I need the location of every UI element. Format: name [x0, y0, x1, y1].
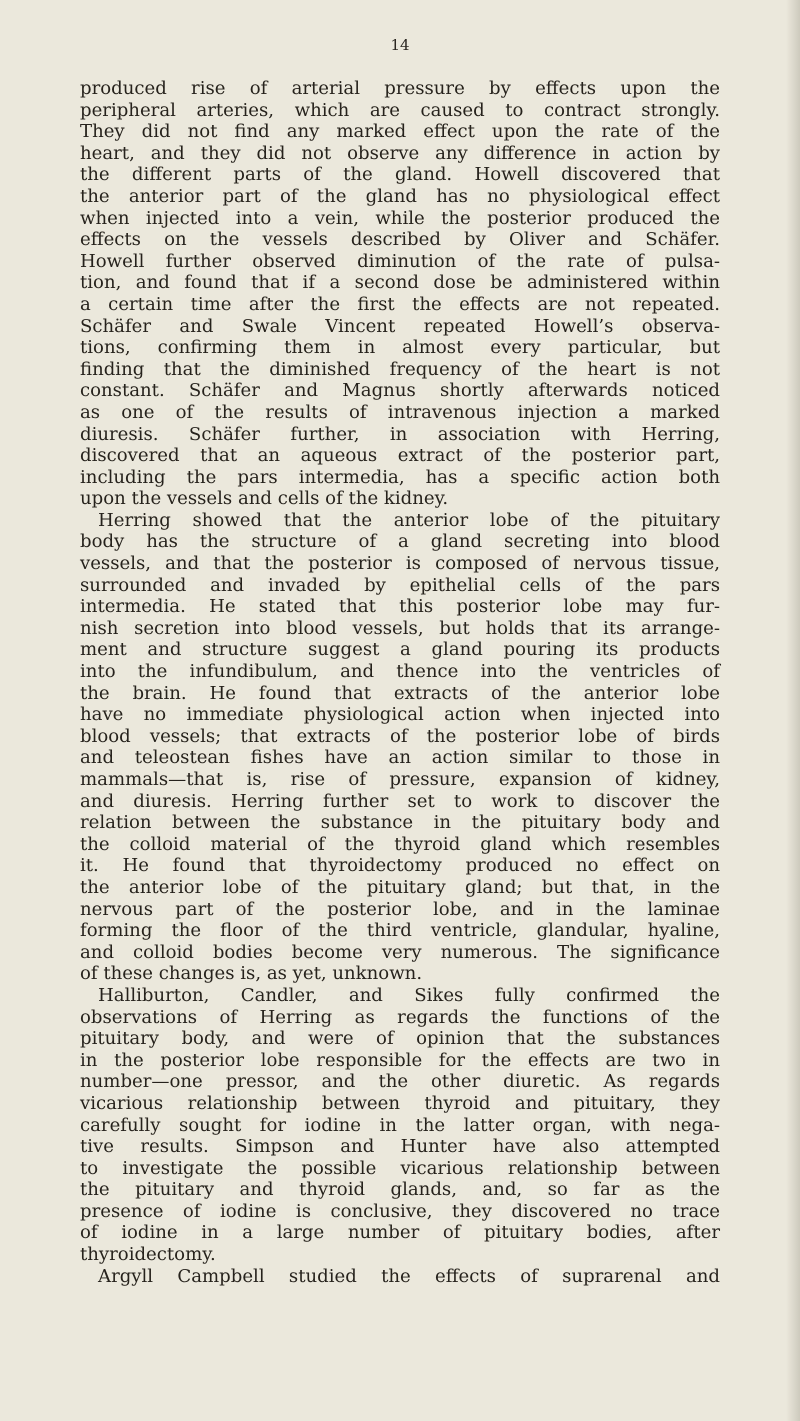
- text-line: vicarious relationship between thyroid and pituitary, they: [80, 1092, 720, 1114]
- text-line: discovered that an aqueous extract of the posterior part,: [80, 445, 720, 467]
- text-line: Herring showed that the anterior lobe of the pituitary: [98, 509, 720, 531]
- text-line: finding that the diminished frequency of the heart is not: [80, 358, 720, 380]
- text-line: it. He found that thyroidectomy produced no effect on: [80, 855, 720, 877]
- text-line: nervous part of the posterior lobe, and in the laminae: [80, 898, 720, 920]
- page-edge-shadow: [786, 0, 800, 1421]
- text-line: body has the structure of a gland secreting into blood: [80, 531, 720, 553]
- text-line: thyroidectomy.: [80, 1244, 216, 1266]
- text-line: including the pars intermedia, has a specific action both: [80, 466, 720, 488]
- text-line: They did not find any marked effect upon the rate of the: [80, 121, 720, 143]
- text-line: observations of Herring as regards the functions of the: [80, 1006, 720, 1028]
- text-line: Argyll Campbell studied the effects of suprarenal and: [98, 1265, 720, 1287]
- text-line: tions, confirming them in almost every particular, but: [80, 337, 720, 359]
- text-line: number—one pressor, and the other diuretic. As regards: [80, 1071, 720, 1093]
- text-line: vessels, and that the posterior is composed of nervous tissue,: [80, 553, 720, 575]
- text-line: and colloid bodies become very numerous. The significance: [80, 941, 720, 963]
- text-line: the anterior part of the gland has no physiological effect: [80, 185, 720, 207]
- text-line: and teleostean fishes have an action similar to those in: [80, 747, 720, 769]
- text-line: into the infundibulum, and thence into the ventricles of: [80, 661, 720, 683]
- text-line: blood vessels; that extracts of the posterior lobe of birds: [80, 725, 720, 747]
- text-line: Schäfer and Swale Vincent repeated Howell’s observa-: [80, 315, 720, 337]
- page-number: 14: [390, 36, 410, 54]
- text-line: the pituitary and thyroid glands, and, so far as the: [80, 1179, 720, 1201]
- text-line: the colloid material of the thyroid gland which resembles: [80, 833, 720, 855]
- text-line: intermedia. He stated that this posterior lobe may fur-: [80, 596, 720, 618]
- text-line: tive results. Simpson and Hunter have also attempted: [80, 1136, 720, 1158]
- text-line: Howell further observed diminution of the rate of pulsa-: [80, 250, 720, 272]
- text-line: a certain time after the first the effects are not repeated.: [80, 293, 720, 315]
- text-line: constant. Schäfer and Magnus shortly afterwards noticed: [80, 380, 720, 402]
- text-line: relation between the substance in the pituitary body and: [80, 812, 720, 834]
- text-line: in the posterior lobe responsible for the effects are two in: [80, 1049, 720, 1071]
- text-line: and diuresis. Herring further set to work to discover the: [80, 790, 720, 812]
- text-line: peripheral arteries, which are caused to contract strongly.: [80, 99, 720, 121]
- text-line: of iodine in a large number of pituitary bodies, after: [80, 1222, 720, 1244]
- text-line: upon the vessels and cells of the kidney.: [80, 488, 449, 510]
- text-line: presence of iodine is conclusive, they discovered no trace: [80, 1200, 720, 1222]
- text-line: to investigate the possible vicarious relationship between: [80, 1157, 720, 1179]
- text-line: the anterior lobe of the pituitary gland; but that, in the: [80, 876, 720, 898]
- text-line: when injected into a vein, while the posterior produced the: [80, 207, 720, 229]
- text-line: Halliburton, Candler, and Sikes fully confirmed the: [98, 984, 720, 1006]
- text-line: ment and structure suggest a gland pouring its products: [80, 639, 720, 661]
- text-line: surrounded and invaded by epithelial cells of the pars: [80, 574, 720, 596]
- text-line: of these changes is, as yet, unknown.: [80, 963, 423, 985]
- text-line: nish secretion into blood vessels, but holds that its arrange-: [80, 617, 720, 639]
- text-line: pituitary body, and were of opinion that the substances: [80, 1028, 720, 1050]
- text-line: diuresis. Schäfer further, in association with Herring,: [80, 423, 720, 445]
- text-line: tion, and found that if a second dose be administered within: [80, 272, 720, 294]
- text-line: heart, and they did not observe any difference in action by: [80, 142, 720, 164]
- text-line: produced rise of arterial pressure by effects upon the: [80, 78, 720, 99]
- text-line: as one of the results of intravenous injection a marked: [80, 401, 720, 423]
- text-line: the brain. He found that extracts of the anterior lobe: [80, 682, 720, 704]
- text-line: forming the floor of the third ventricle, glandular, hyaline,: [80, 920, 720, 942]
- text-line: mammals—that is, rise of pressure, expansion of kidney,: [80, 769, 720, 790]
- text-line: effects on the vessels described by Oliver and Schäfer.: [80, 229, 720, 251]
- text-line: carefully sought for iodine in the latter organ, with nega-: [80, 1114, 720, 1136]
- text-line: have no immediate physiological action when injected into: [80, 704, 720, 726]
- body-text: [80, 78, 720, 1287]
- text-line: the different parts of the gland. Howell discovered that: [80, 164, 720, 186]
